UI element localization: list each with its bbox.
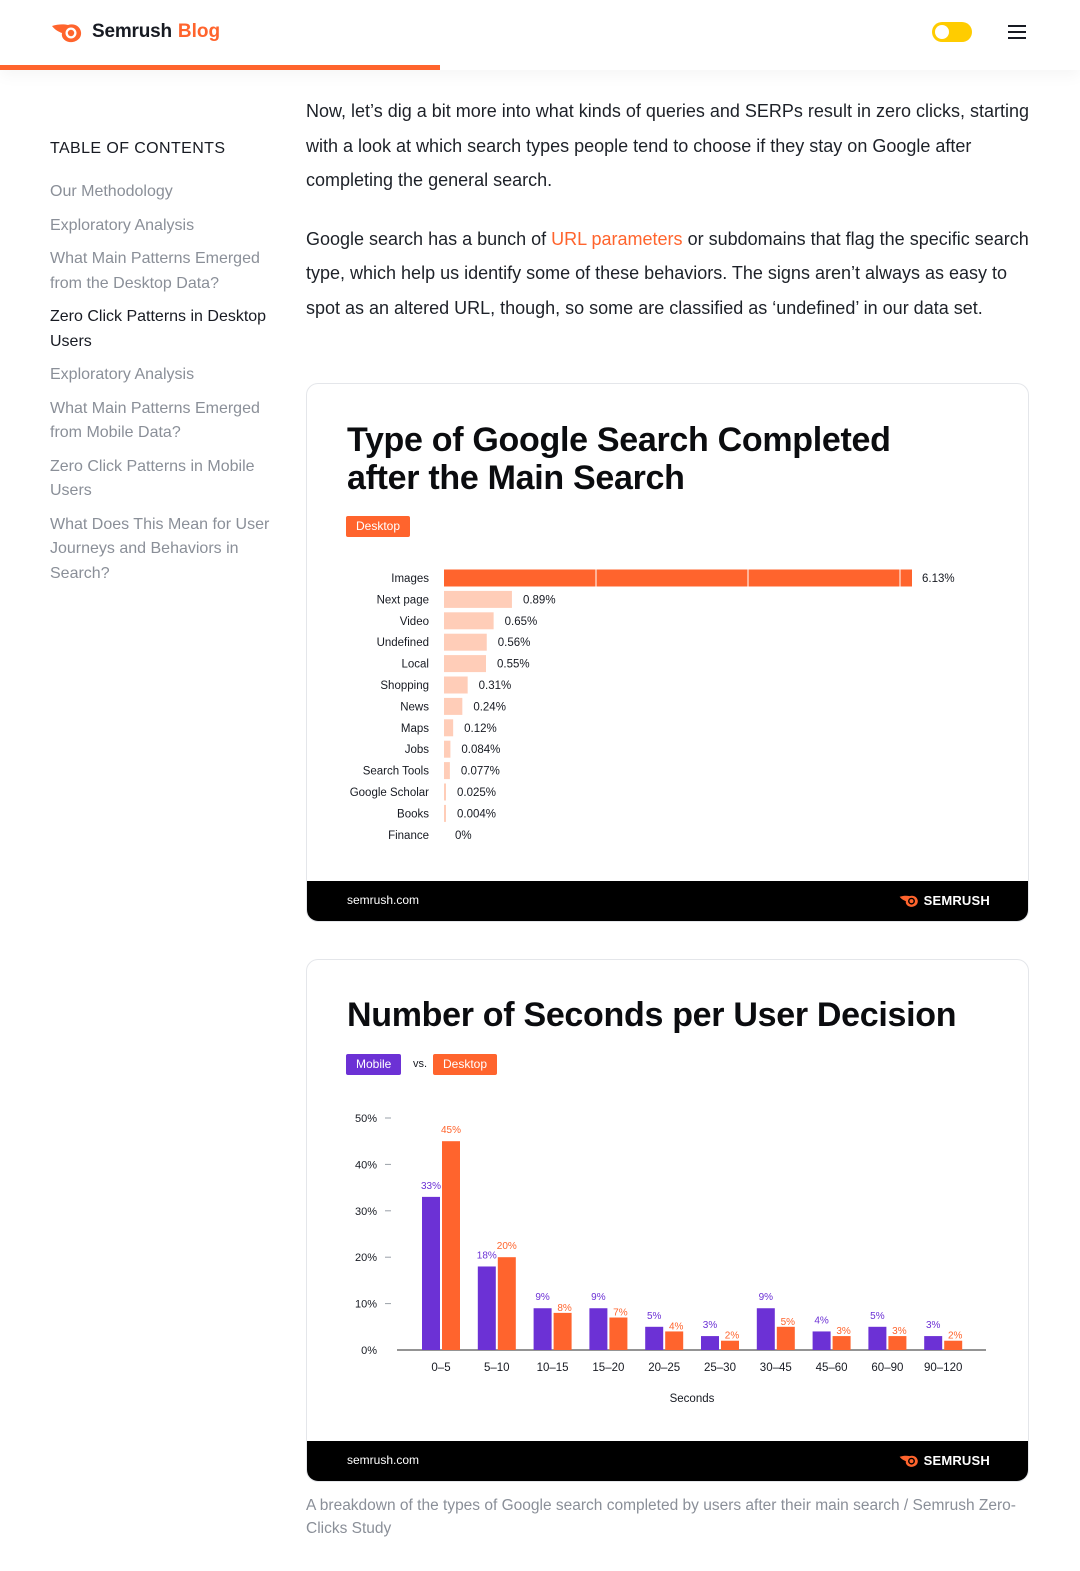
- toc-item[interactable]: Zero Click Patterns in Desktop Users: [50, 308, 267, 350]
- bar: [444, 784, 446, 801]
- data-label: 20%: [496, 1241, 517, 1253]
- x-tick-label: 90–120: [924, 1362, 963, 1374]
- blog-label: Blog: [177, 21, 221, 42]
- url-parameters-link[interactable]: URL parameters: [551, 228, 683, 249]
- article-body: [306, 94, 1036, 325]
- bar-desktop: [498, 1257, 516, 1350]
- figure-caption: A breakdown of the types of Google search completed by users after their main search / Semrush Zero-Clicks Study: [306, 1497, 1016, 1537]
- data-label: 4%: [814, 1315, 829, 1327]
- toc-item[interactable]: What Does This Mean for User Journeys and Behaviors in Search?: [50, 515, 270, 582]
- category-label: Search Tools: [362, 765, 429, 778]
- table-of-contents: [50, 140, 275, 595]
- toc-item[interactable]: Our Methodology: [50, 183, 173, 200]
- reading-progress-bar: [0, 65, 440, 70]
- footer-logo-text: SEMRUSH: [923, 1453, 990, 1468]
- data-label: 0.12%: [464, 722, 497, 735]
- data-label: 3%: [925, 1320, 941, 1332]
- data-label: 33%: [420, 1180, 442, 1192]
- footer-logo-text: SEMRUSH: [923, 893, 990, 908]
- bar-mobile: [701, 1336, 719, 1350]
- x-tick-label: 45–60: [815, 1362, 848, 1374]
- paragraph-text: or subdomains that flag the specific search type, which help us identify some of these behaviors. The signs aren’t always as easy to spot as an altered URL, though, so some are classified as ‘undefined’ in our data set.: [306, 228, 1029, 318]
- data-label: 18%: [476, 1250, 497, 1262]
- data-label: 0.31%: [478, 680, 512, 692]
- data-label: 6.13%: [922, 573, 955, 585]
- data-label: 8%: [557, 1302, 572, 1314]
- toc-item[interactable]: Exploratory Analysis: [50, 216, 195, 234]
- data-label: 5%: [870, 1310, 885, 1322]
- data-label: 4%: [668, 1321, 684, 1333]
- theme-toggle[interactable]: [932, 22, 972, 42]
- bar-mobile: [534, 1308, 552, 1350]
- semrush-flame-icon: [898, 893, 920, 908]
- seconds-chart-card: [306, 959, 1029, 1482]
- site-header: [0, 0, 1080, 70]
- bar: [444, 741, 450, 758]
- bar: [444, 634, 487, 651]
- bar: [444, 591, 512, 608]
- x-tick-label: 5–10: [484, 1362, 510, 1374]
- data-label: 9%: [535, 1292, 550, 1304]
- toc-item[interactable]: Zero Click Patterns in Mobile Users: [50, 457, 255, 499]
- y-tick-label: 0%: [361, 1345, 377, 1357]
- semrush-flame-icon: [50, 20, 84, 44]
- data-label: 2%: [724, 1330, 740, 1342]
- x-tick-label: 0–5: [431, 1362, 451, 1374]
- bar-desktop: [721, 1341, 739, 1350]
- bar-desktop: [665, 1331, 683, 1350]
- x-tick-label: 10–15: [536, 1362, 569, 1374]
- legend-badge-desktop: Desktop: [433, 1054, 497, 1075]
- toc-item[interactable]: Exploratory Analysis: [50, 366, 195, 383]
- bar: [444, 698, 462, 715]
- bar: [444, 655, 486, 672]
- bar: [444, 805, 446, 822]
- legend-separator: vs.: [413, 1058, 428, 1070]
- bar-mobile: [924, 1336, 942, 1350]
- data-label: 0.077%: [460, 765, 500, 778]
- category-label: Finance: [388, 829, 429, 842]
- data-label: 3%: [702, 1320, 718, 1332]
- data-label: 0.025%: [457, 787, 497, 799]
- legend-badge-desktop: Desktop: [346, 516, 410, 537]
- data-label: 2%: [947, 1330, 963, 1342]
- bar-mobile: [757, 1308, 775, 1350]
- bar: [444, 762, 450, 779]
- bar-desktop: [442, 1141, 460, 1350]
- seconds-bar-chart: [307, 1100, 1028, 1420]
- bar-mobile: [478, 1266, 496, 1350]
- legend-badge-mobile: Mobile: [346, 1054, 401, 1075]
- y-tick-label: 30%: [354, 1205, 377, 1218]
- chart-title: Number of Seconds per User Decision: [347, 996, 957, 1034]
- data-label: 0.55%: [496, 658, 530, 671]
- toc-item[interactable]: What Main Patterns Emerged from Mobile Data?: [50, 399, 260, 441]
- toc-title: TABLE OF CONTENTS: [50, 140, 226, 157]
- bar-desktop: [609, 1318, 627, 1350]
- article-paragraph: [306, 222, 1036, 326]
- x-tick-label: 30–45: [759, 1362, 792, 1374]
- y-tick-label: 40%: [354, 1159, 377, 1172]
- search-type-chart-card: [306, 383, 1029, 922]
- semrush-blog-logo[interactable]: [50, 18, 220, 46]
- data-label: 9%: [758, 1292, 774, 1304]
- footer-site: semrush.com: [347, 893, 420, 907]
- bar: [444, 570, 912, 587]
- data-label: 0.89%: [522, 594, 556, 607]
- x-tick-label: 20–25: [648, 1362, 681, 1374]
- bar: [444, 677, 468, 694]
- data-label: 3%: [836, 1326, 851, 1338]
- category-label: Books: [397, 808, 429, 821]
- bar-mobile: [645, 1327, 663, 1350]
- data-label: 5%: [646, 1310, 662, 1322]
- toggle-knob: [935, 25, 949, 39]
- category-label: Shopping: [380, 680, 429, 692]
- brand-name: Semrush: [92, 21, 172, 42]
- data-label: 7%: [613, 1307, 628, 1319]
- category-label: Local: [401, 658, 429, 671]
- search-type-bar-chart: [307, 554, 1028, 874]
- data-label: 0.24%: [473, 701, 506, 714]
- chart-title: Type of Google Search Completed after the Main Search: [347, 421, 891, 497]
- category-label: News: [400, 701, 429, 714]
- x-tick-label: 15–20: [592, 1362, 625, 1374]
- category-label: Maps: [400, 722, 429, 735]
- category-label: Google Scholar: [349, 787, 429, 799]
- category-label: Jobs: [404, 744, 429, 757]
- footer-logo: [898, 893, 990, 908]
- hamburger-menu-icon[interactable]: [1006, 24, 1028, 40]
- data-label: 45%: [440, 1125, 462, 1137]
- category-label: Next page: [376, 594, 429, 607]
- bar-desktop: [777, 1327, 795, 1350]
- footer-site: semrush.com: [347, 1453, 420, 1467]
- toc-item[interactable]: What Main Patterns Emerged from the Desktop Data?: [50, 250, 260, 292]
- chart-footer: [307, 1441, 1028, 1481]
- data-label: 0%: [455, 829, 472, 842]
- data-label: 0.004%: [457, 808, 497, 821]
- semrush-flame-icon: [898, 1453, 920, 1468]
- chart-footer: [307, 881, 1028, 921]
- data-label: 9%: [591, 1292, 606, 1304]
- toc-list: [50, 180, 275, 586]
- y-tick-label: 10%: [354, 1298, 377, 1311]
- footer-logo: [898, 1453, 990, 1468]
- bar-desktop: [944, 1341, 962, 1350]
- category-label: Video: [399, 615, 429, 628]
- x-tick-label: 25–30: [704, 1362, 736, 1374]
- bar-mobile: [589, 1308, 607, 1350]
- data-label: 0.084%: [461, 744, 501, 757]
- data-label: 0.56%: [497, 637, 531, 650]
- category-label: Images: [391, 573, 429, 585]
- bar: [444, 612, 494, 629]
- bar-desktop: [554, 1313, 572, 1350]
- y-tick-label: 20%: [354, 1252, 377, 1265]
- bar-mobile: [868, 1327, 886, 1350]
- x-axis-label: Seconds: [669, 1393, 715, 1405]
- bar: [444, 719, 453, 736]
- data-label: 3%: [892, 1326, 907, 1338]
- bar-desktop: [833, 1336, 851, 1350]
- x-tick-label: 60–90: [871, 1362, 904, 1374]
- y-tick-label: 50%: [354, 1113, 377, 1125]
- category-label: Undefined: [376, 637, 429, 650]
- paragraph-text: Google search has a bunch of: [306, 228, 552, 249]
- article-paragraph: Now, let’s dig a bit more into what kinds of queries and SERPs result in zero clicks, starting with a look at which search types people tend to choose if they stay on Google after completing the general search.: [306, 101, 1029, 190]
- data-label: 5%: [780, 1316, 796, 1328]
- bar-desktop: [888, 1336, 906, 1350]
- bar-mobile: [422, 1197, 440, 1350]
- bar-mobile: [813, 1331, 831, 1350]
- data-label: 0.65%: [504, 615, 538, 628]
